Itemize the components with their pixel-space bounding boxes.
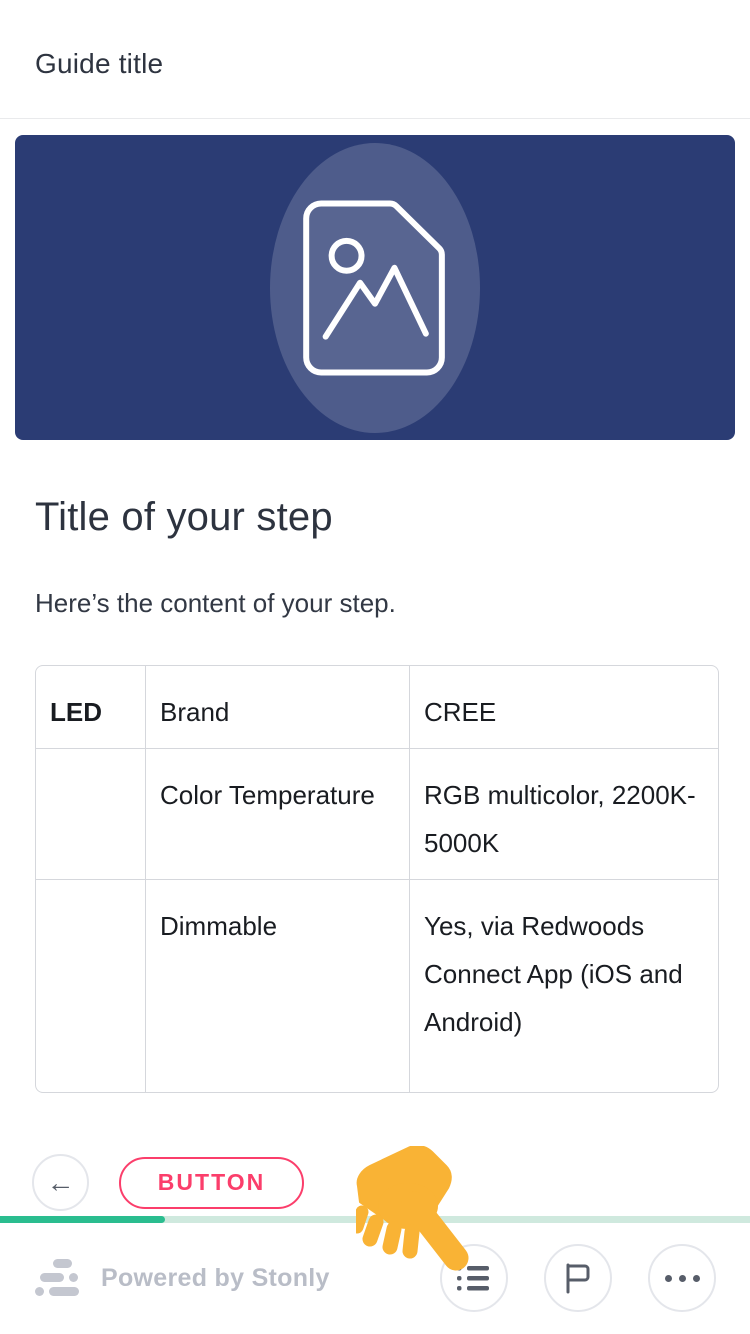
step-choice-button[interactable]: BUTTON [119,1157,304,1209]
back-button[interactable] [32,1154,89,1211]
footer [0,1223,750,1334]
table-cell [36,880,146,1092]
table-cell: Dimmable [146,880,410,1092]
more-ellipsis-icon [665,1275,700,1282]
guide-title: Guide title [35,48,164,79]
navigation-row [32,1154,304,1211]
table-cell: Color Temperature [146,749,410,880]
step-title: Title of your step [35,495,333,539]
more-options-button[interactable] [648,1244,716,1312]
table-cell: LED [36,666,146,749]
table-cell: Brand [146,666,410,749]
footer-actions [440,1244,716,1312]
back-arrow-icon: ← [46,1166,75,1198]
powered-by-label: Powered by Stonly [101,1264,330,1292]
step-banner-image [15,135,735,440]
progress-fill [0,1216,165,1223]
progress-bar [0,1216,750,1223]
table-cell [36,749,146,880]
table-cell: Yes, via Redwoods Connect App (iOS and Android) [424,911,683,1038]
steps-list-button[interactable] [440,1244,508,1312]
table-cell: RGB multicolor, 2200K-5000K [410,749,718,880]
header [0,0,750,119]
spec-table [35,665,719,1093]
step-content: Here’s the content of your step. [35,588,396,618]
report-flag-button[interactable] [544,1244,612,1312]
image-placeholder-icon [300,199,450,377]
powered-by-stonly-link[interactable] [35,1258,330,1300]
table-cell: CREE [410,666,718,749]
table-row [36,880,718,1092]
steps-list-icon [457,1263,491,1293]
stonly-logo-icon [35,1258,79,1300]
table-row [36,666,718,749]
table-row [36,749,718,880]
flag-icon [565,1262,591,1294]
